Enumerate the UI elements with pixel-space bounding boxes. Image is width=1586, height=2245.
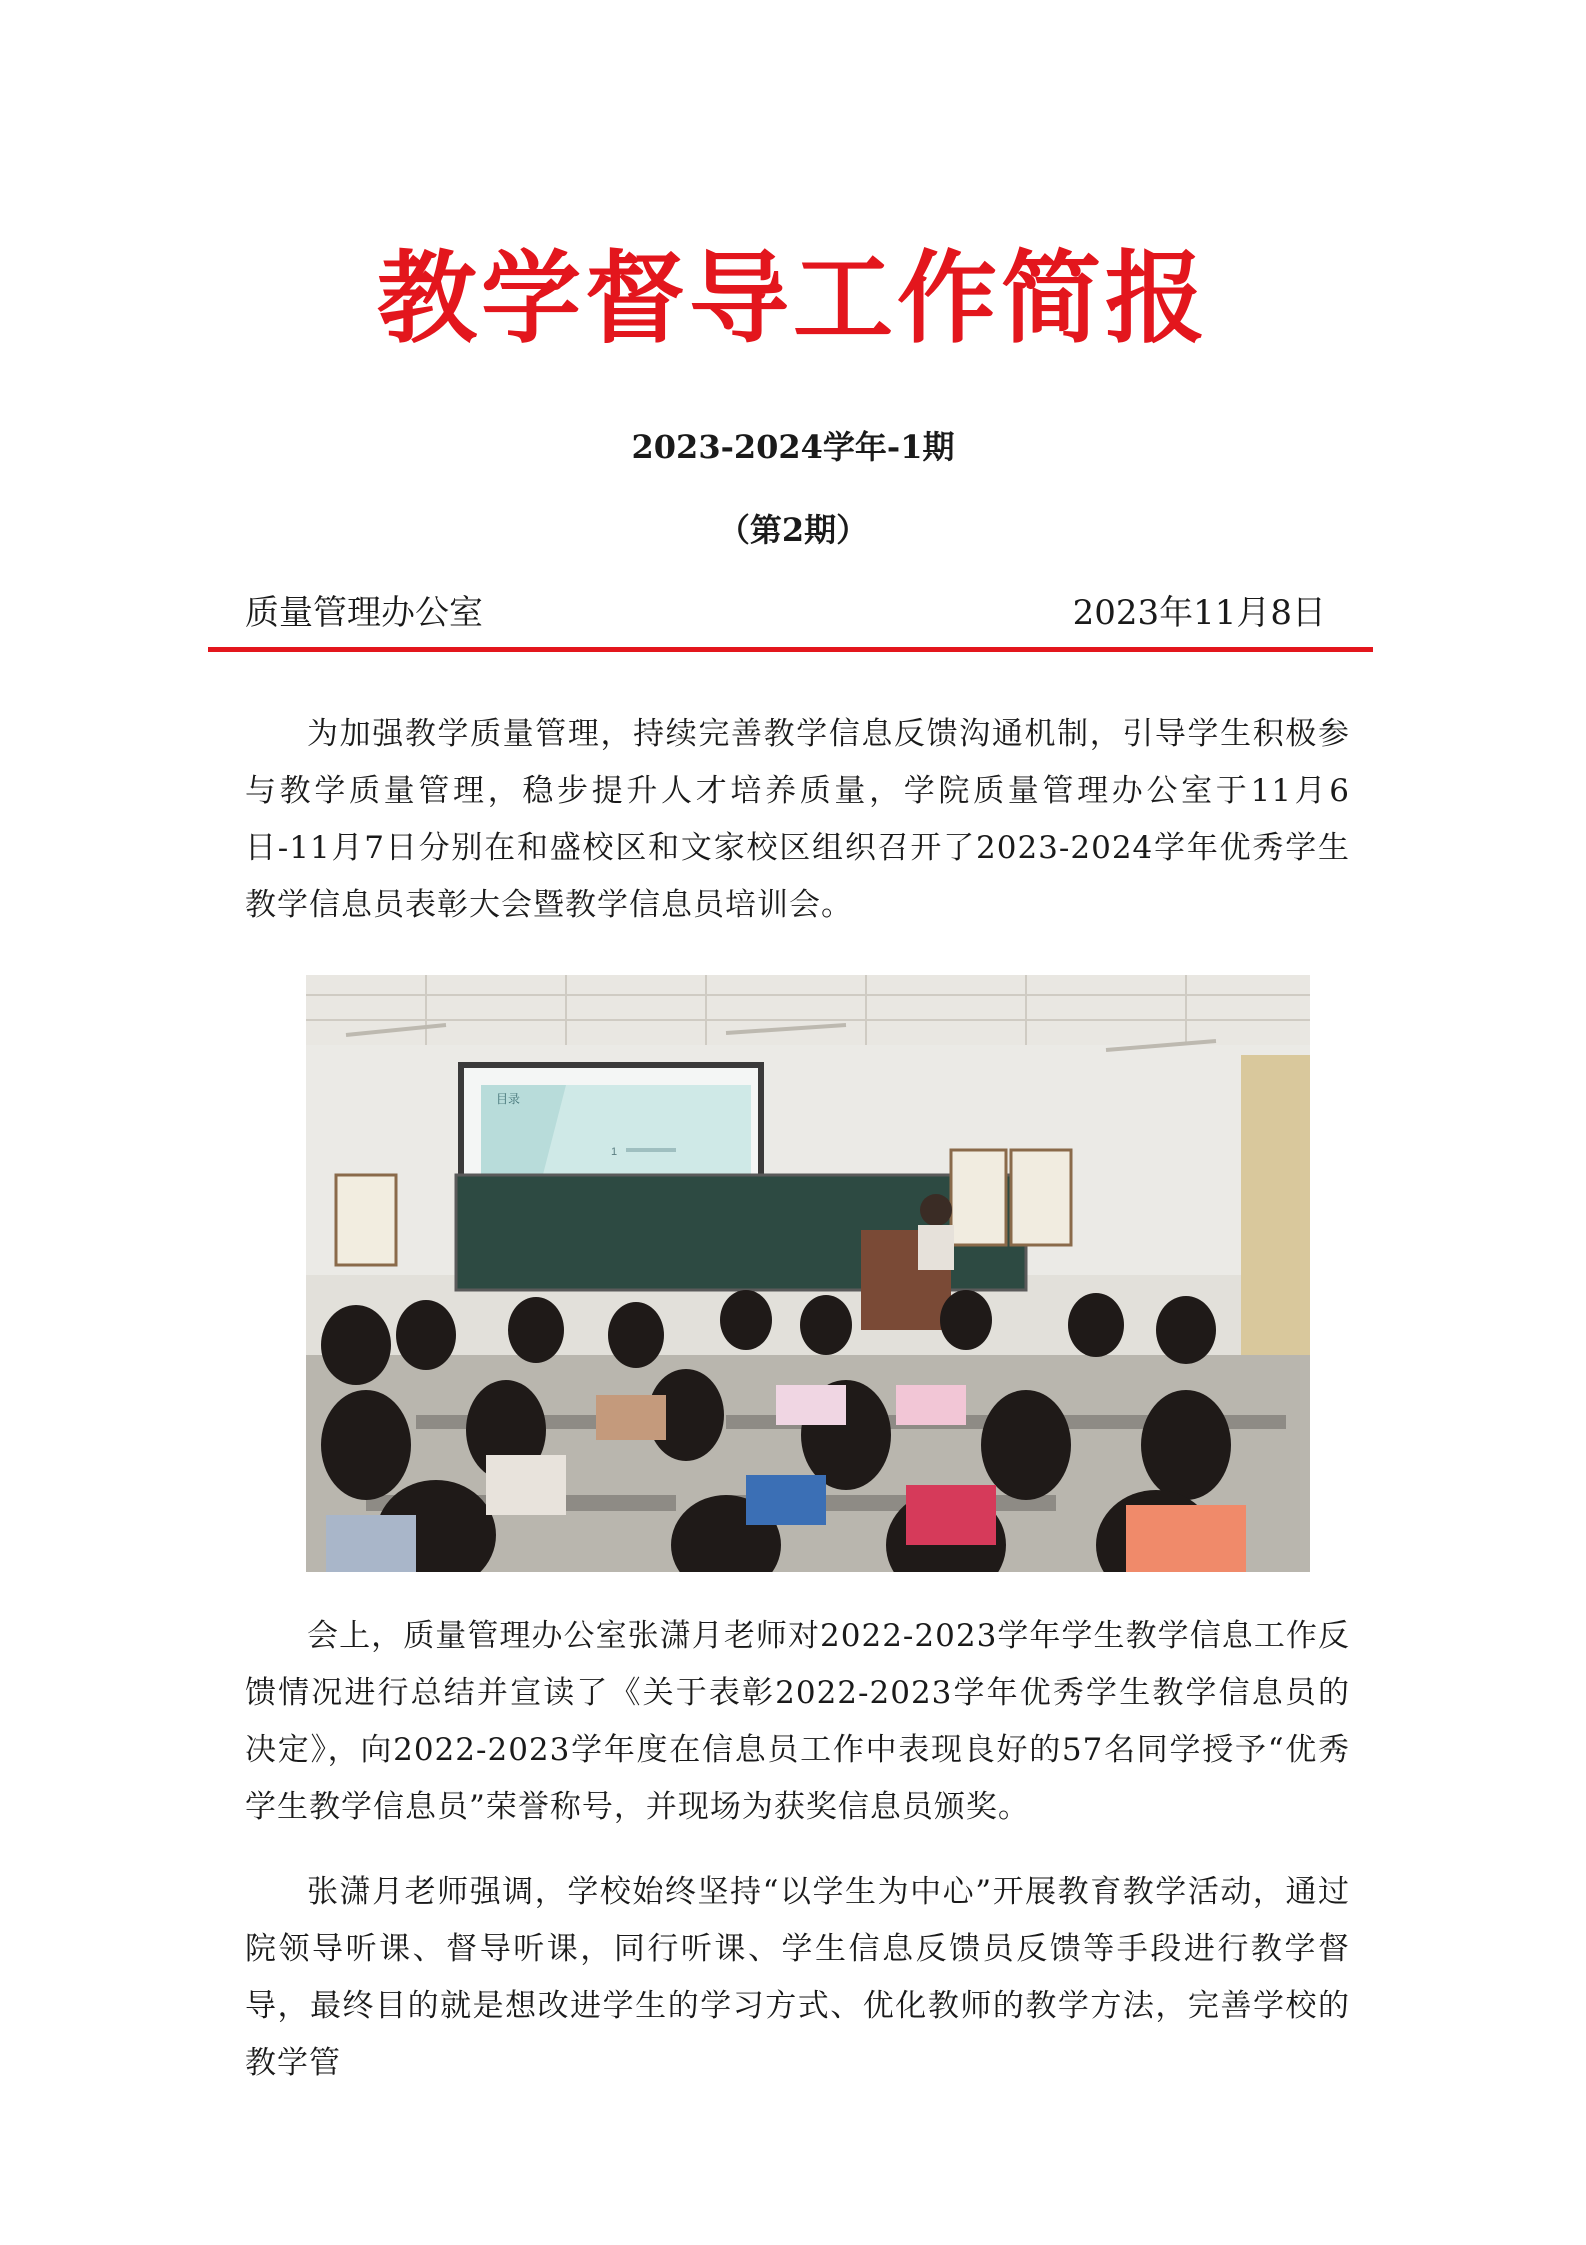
issue-line: 2023-2024学年-1期 — [631, 428, 955, 466]
slide-title: 目录 — [496, 1092, 521, 1106]
paragraph-emphasis: 张潇月老师强调，学校始终坚持“以学生为中心”开展教育教学活动，通过院领导听课、督导听课，同行听课、学生信息反馈员反馈等手段进行教学督导，最终目的就是想改进学生的学习方式、优化教师的教学方法，完善学校的教学管 — [245, 1874, 1350, 2081]
paragraph-intro: 为加强教学质量管理，持续完善教学信息反馈沟通机制，引导学生积极参与教学质量管理，稳步提升人才培养质量，学院质量管理办公室于11月6日-11月7日分别在和盛校区和文家校区组织召开了2023-2024学年优秀学生教学信息员表彰大会暨教学信息员培训会。 — [245, 716, 1350, 923]
office-name: 质量管理办公室 — [245, 593, 483, 633]
header-divider — [208, 647, 1373, 652]
bulletin-title: 教学督导工作简报 — [377, 239, 1209, 357]
issue-number: （第2期） — [717, 511, 869, 549]
svg-text:1: 1 — [611, 1146, 618, 1158]
publish-date: 2023年11月8日 — [1072, 593, 1326, 633]
paragraph-meeting: 会上，质量管理办公室张潇月老师对2022-2023学年学生教学信息工作反馈情况进行总结并宣读了《关于表彰2022-2023学年优秀学生教学信息员的决定》，向2022-2023学年度在信息员工作中表现良好的57名同学授予“优秀学生教学信息员”荣誉称号，并现场为获奖信息员颁奖。 — [245, 1618, 1350, 1825]
meeting-photo — [306, 975, 1310, 1572]
